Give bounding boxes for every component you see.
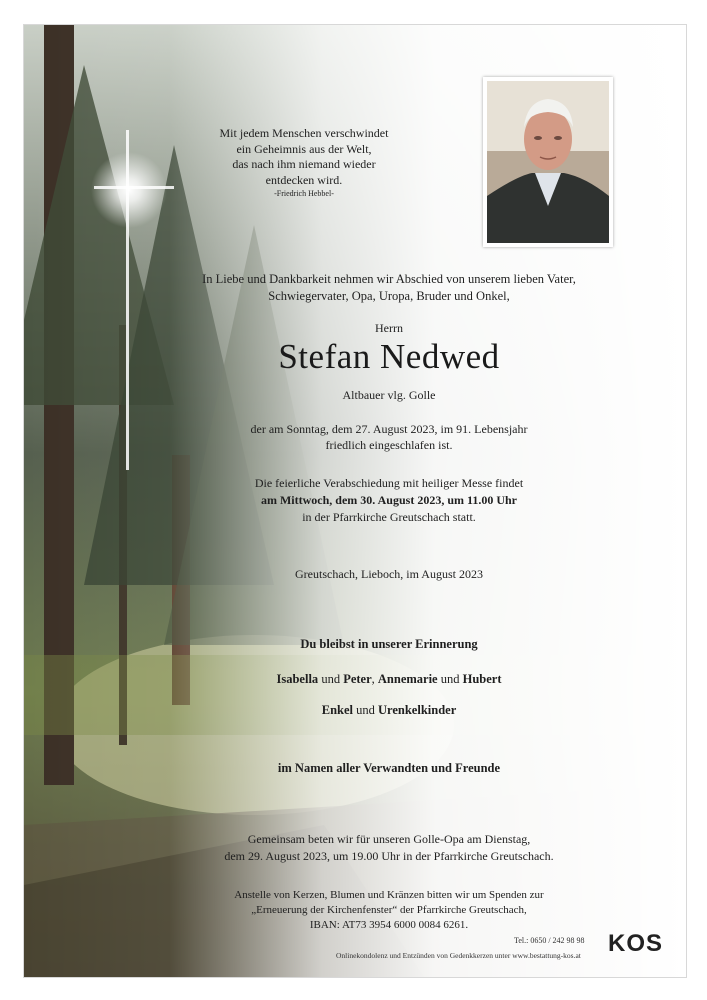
family-relatives: im Namen aller Verwandten und Freunde <box>277 761 501 775</box>
family-member: Hubert <box>462 672 502 686</box>
family-member: Peter <box>343 672 372 686</box>
family-member: Isabella <box>276 672 319 686</box>
family-member: Enkel <box>321 703 353 717</box>
phone-number: Tel.: 0650 / 242 98 98 <box>514 936 585 945</box>
intro-line: Schwiegervater, Opa, Uropa, Bruder und Onkel, <box>268 289 510 303</box>
prayer-info <box>164 831 614 865</box>
quote <box>174 126 434 200</box>
family-separator: und <box>353 703 378 717</box>
intro-line: In Liebe und Dankbarkeit nehmen wir Abschied von unserem lieben Vater, <box>202 272 576 286</box>
quote-line: ein Geheimnis aus der Welt, <box>236 141 372 156</box>
quote-author: -Friedrich Hebbel- <box>274 189 334 198</box>
salutation: Herrn <box>375 321 403 335</box>
prayer-line: dem 29. August 2023, um 19.00 Uhr in der Pfarrkirche Greutschach. <box>224 849 554 863</box>
family-separator: und <box>318 672 344 686</box>
deceased-name: Stefan Nedwed <box>278 337 500 376</box>
family-separator: , <box>371 672 378 686</box>
occupation: Altbauer vlg. Golle <box>342 388 436 402</box>
death-line: der am Sonntag, dem 27. August 2023, im 91. Lebensjahr <box>250 422 528 436</box>
family-member: Urenkelkinder <box>378 703 457 717</box>
family-grandchildren <box>164 703 614 718</box>
portrait-photo <box>483 77 613 247</box>
intro-text <box>164 271 614 305</box>
quote-line: entdecken wird. <box>265 172 343 187</box>
funeral-line-3: in der Pfarrkirche Greutschach statt. <box>302 510 476 524</box>
death-notice <box>164 421 614 453</box>
online-condolence-link[interactable]: Onlinekondolenz und Entzünden von Gedenkkerzen unter www.bestattung-kos.at <box>336 951 581 960</box>
donation-line: Anstelle von Kerzen, Blumen und Kränzen bitten wir um Spenden zur <box>234 889 544 901</box>
family-separator: und <box>437 672 463 686</box>
portrait-image <box>487 81 609 243</box>
memory-line: Du bleibst in unserer Erinnerung <box>300 637 478 651</box>
donation-line: „Erneuerung der Kirchenfenster“ der Pfarrkirche Greutschach, <box>251 904 527 916</box>
donation-line: IBAN: AT73 3954 6000 0084 6261. <box>309 919 469 931</box>
funeral-line-1: Die feierliche Verabschiedung mit heiliger Messe findet <box>254 476 524 490</box>
quote-line: das nach ihm niemand wieder <box>232 157 376 171</box>
prayer-line: Gemeinsam beten wir für unseren Golle-Opa am Dienstag, <box>247 832 531 846</box>
funeral-info <box>164 475 614 526</box>
family-member: Annemarie <box>377 672 438 686</box>
funeral-date: am Mittwoch, dem 30. August 2023, um 11.00 Uhr <box>260 493 517 507</box>
kos-logo: KOS <box>608 930 664 957</box>
death-line: friedlich eingeschlafen ist. <box>325 438 453 452</box>
quote-line: Mit jedem Menschen verschwindet <box>219 126 389 140</box>
obituary-card <box>23 24 687 978</box>
donation-info <box>164 888 614 933</box>
family-children <box>164 672 614 687</box>
place-date: Greutschach, Lieboch, im August 2023 <box>295 567 483 581</box>
